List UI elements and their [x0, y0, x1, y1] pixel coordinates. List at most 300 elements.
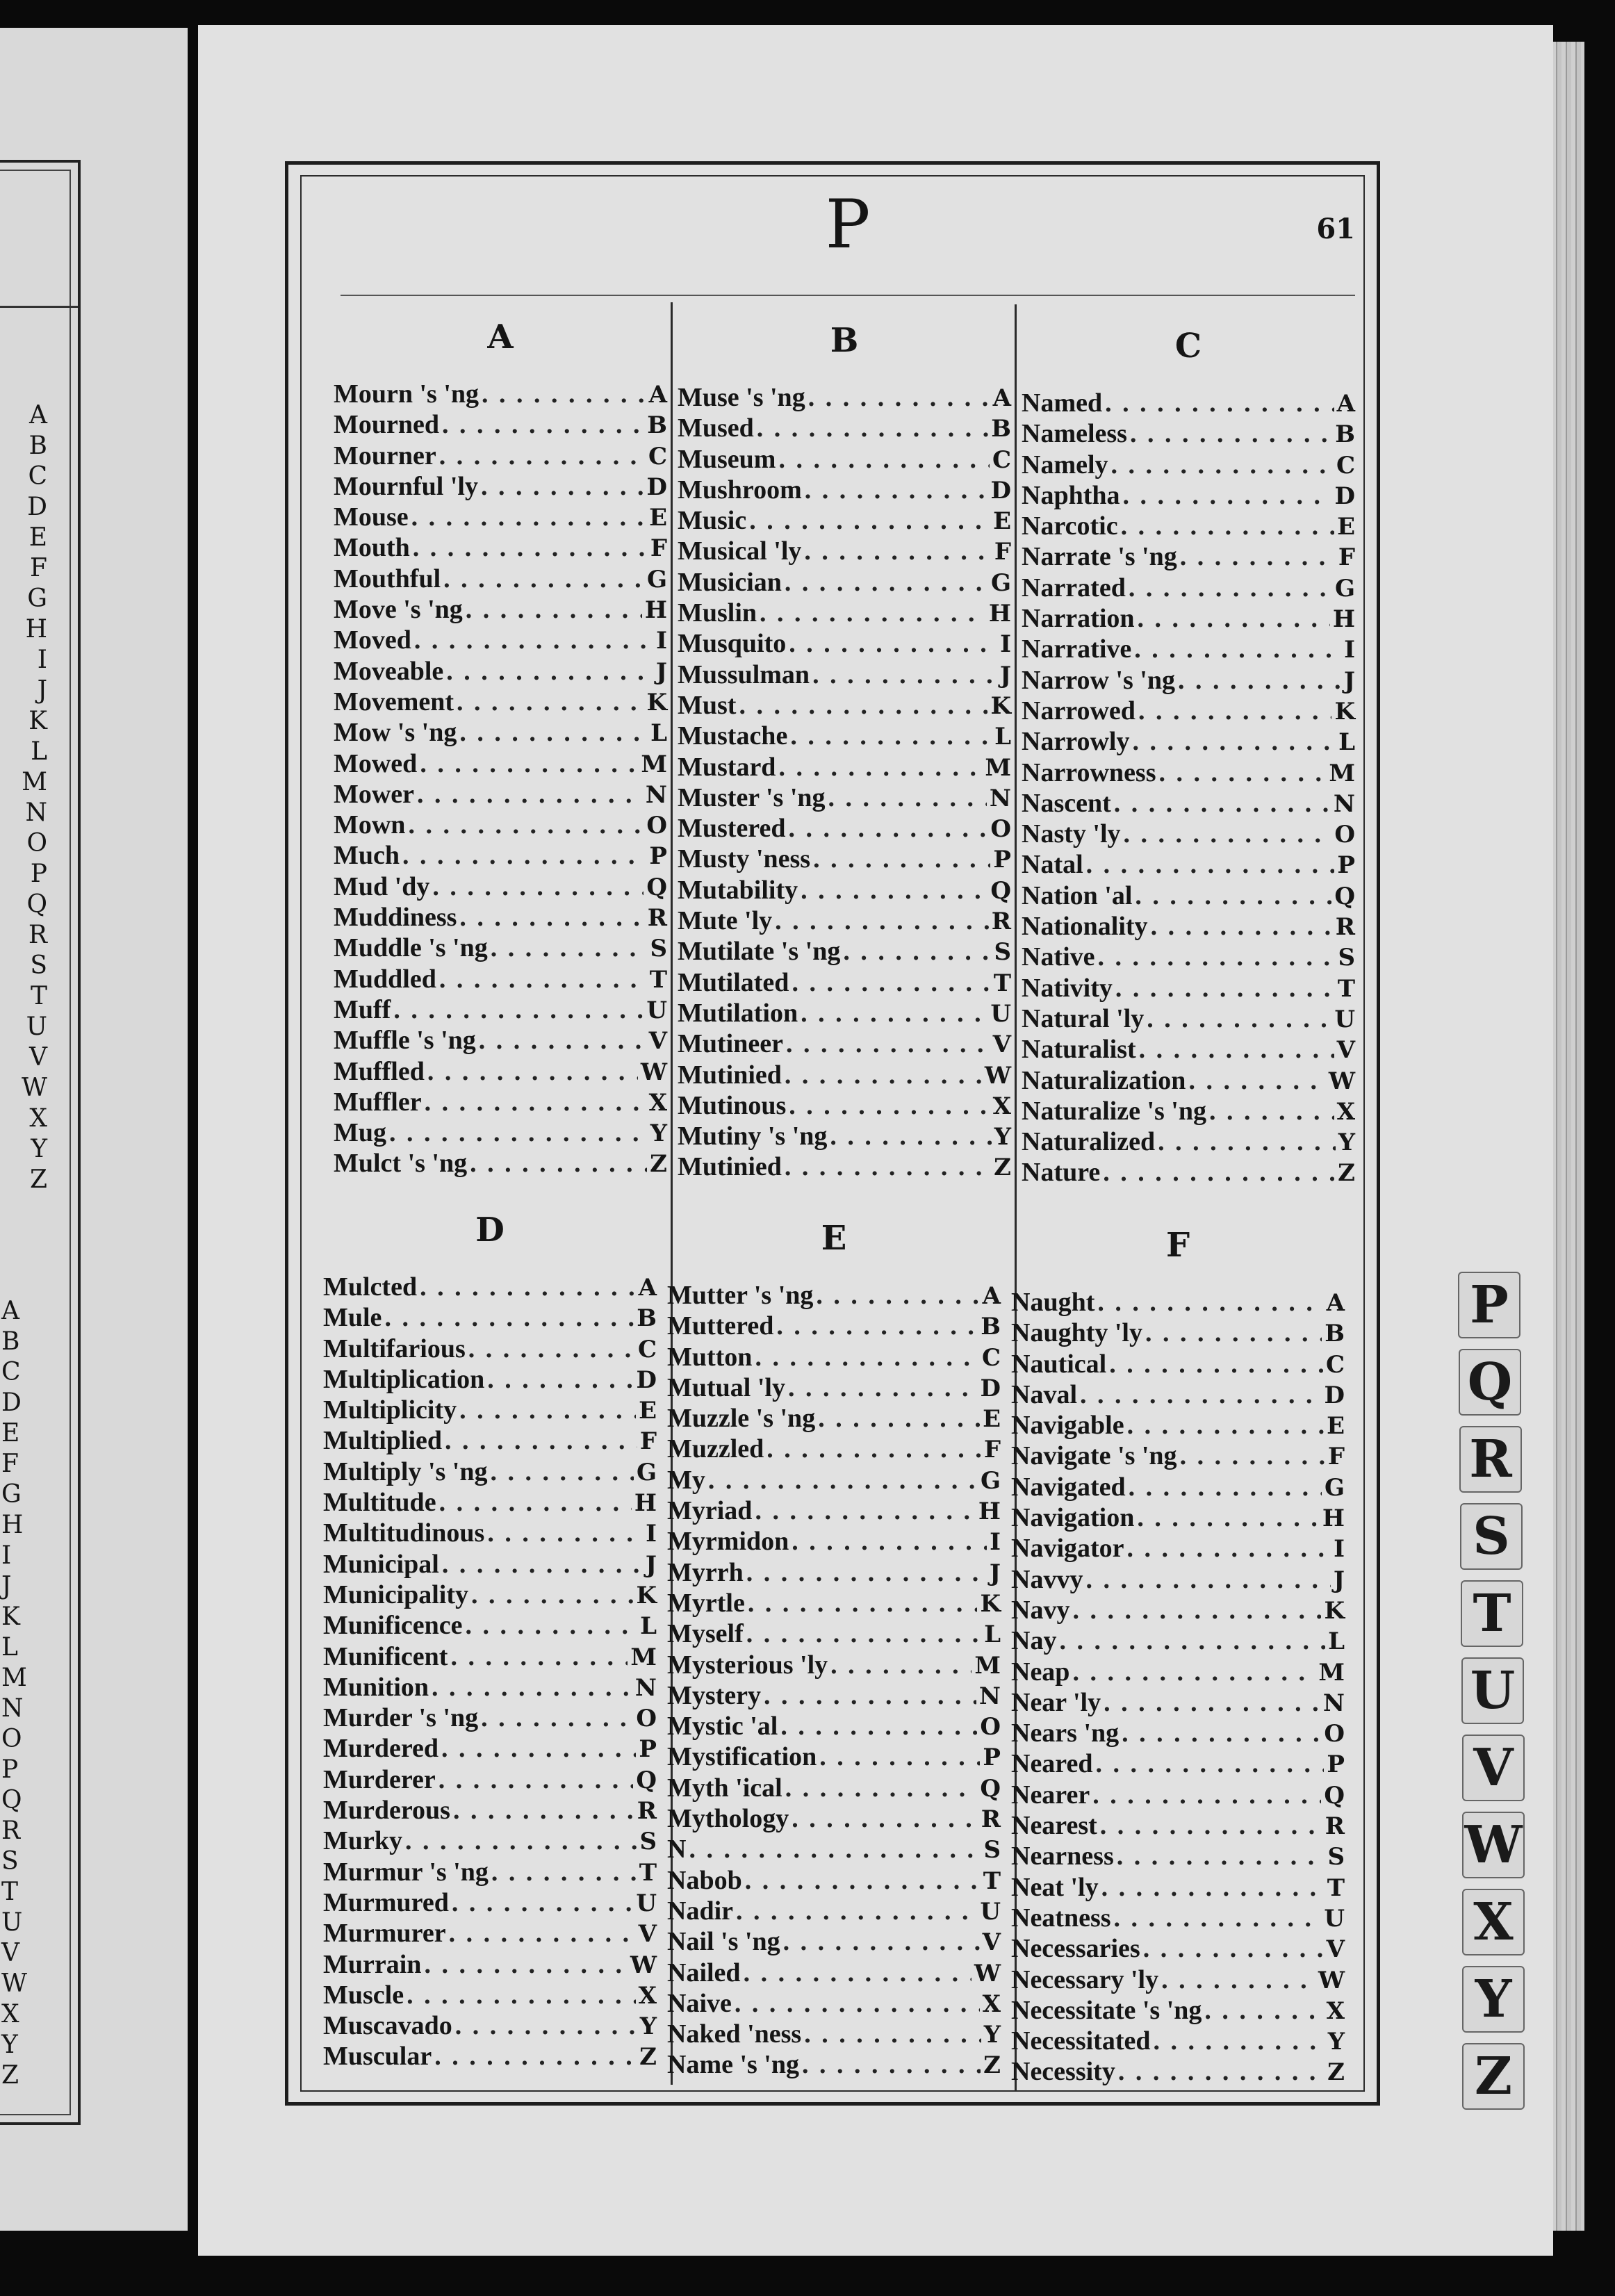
dot-leader [819, 1741, 980, 1772]
code-entry [323, 1641, 657, 1672]
code-section-d [323, 1209, 657, 2072]
entry-word: Muzzle 's 'ng [667, 1404, 816, 1434]
entry-code-letter: U [636, 1889, 657, 1917]
code-entry [1022, 757, 1355, 788]
entry-word: Mourner [334, 441, 436, 470]
thumb-tab-w[interactable]: W [1462, 1812, 1525, 1878]
entry-code-letter: X [638, 1981, 657, 2010]
entry-code-letter: N [645, 780, 667, 809]
entry-code-letter: D [1334, 482, 1355, 510]
code-entry [1022, 1157, 1355, 1188]
entry-word: Mystification [667, 1742, 817, 1772]
code-entry [1011, 1965, 1345, 1995]
dot-leader [805, 475, 988, 505]
entry-code-letter: L [1338, 728, 1355, 757]
dot-leader [1100, 1810, 1322, 1841]
entry-code-letter: R [637, 1797, 657, 1826]
entry-word: Mule [323, 1303, 382, 1333]
code-entry [1022, 541, 1355, 572]
dot-leader [1145, 1318, 1322, 1348]
left-page-letter: O [1, 1725, 22, 1753]
entry-code-letter: U [990, 999, 1011, 1028]
dot-leader [407, 1980, 636, 2010]
code-entry [323, 1334, 657, 1364]
dot-leader [487, 1364, 633, 1395]
entry-word: Mouth [334, 533, 410, 563]
code-entry [678, 721, 1011, 751]
code-entry [678, 536, 1011, 566]
entry-word: Narrowness [1022, 757, 1156, 787]
entry-word: Multifarious [323, 1334, 466, 1363]
code-entry [667, 1865, 1001, 1896]
entry-code-letter: O [1334, 821, 1355, 849]
left-page-letter: O [26, 829, 47, 858]
entry-code-letter: Y [983, 2021, 1001, 2049]
entry-word: Multiplication [323, 1364, 485, 1394]
left-page-letter: X [29, 1104, 47, 1133]
dot-leader [780, 1711, 977, 1741]
entry-word: Murdered [323, 1734, 439, 1764]
code-entry [678, 444, 1011, 475]
code-entry [678, 475, 1011, 505]
entry-code-letter: V [638, 1920, 657, 1949]
dot-leader [420, 1272, 636, 1302]
entry-word: Mutter 's 'ng [667, 1281, 814, 1310]
thumb-tab-v[interactable]: V [1462, 1735, 1525, 1801]
entry-word: Municipal [323, 1549, 439, 1579]
entry-code-letter: M [1318, 1658, 1345, 1687]
code-entry [1011, 1564, 1345, 1595]
entry-word: Muddiness [334, 903, 457, 933]
code-entry [334, 810, 667, 840]
code-entry [334, 441, 667, 471]
code-entry [1022, 480, 1355, 511]
code-entry [334, 594, 667, 625]
entry-code-letter: G [646, 565, 667, 593]
entry-word: Mutilate 's 'ng [678, 937, 841, 967]
entry-word: Murmur 's 'ng [323, 1857, 489, 1887]
entry-code-letter: D [1324, 1381, 1345, 1409]
code-entry [323, 1425, 657, 1456]
left-page-letter: S [1, 1847, 19, 1876]
code-entry [334, 532, 667, 563]
code-entry [1022, 849, 1355, 880]
entry-word: Muster 's 'ng [678, 782, 826, 812]
code-entry [334, 656, 667, 687]
thumb-tab-t[interactable]: T [1461, 1580, 1523, 1647]
left-page-letters-bottom [1, 1296, 29, 2091]
code-entry [323, 1918, 657, 1949]
entry-code-letter: K [980, 1589, 1001, 1618]
entry-code-letter: N [989, 784, 1011, 812]
dot-leader [788, 1372, 978, 1403]
code-entry [334, 840, 667, 871]
left-page-letter: I [1, 1541, 12, 1570]
code-entry [667, 1926, 1001, 1957]
code-entry [667, 1403, 1001, 1434]
code-entry [323, 1457, 657, 1487]
entry-code-letter: Z [650, 1150, 667, 1179]
code-entry [323, 1549, 657, 1580]
dot-leader [1178, 665, 1341, 696]
entry-code-letter: R [1325, 1812, 1345, 1841]
left-page-letter: A [1, 1297, 19, 1325]
entry-code-letter: S [983, 1836, 1001, 1864]
dot-leader [1059, 1625, 1325, 1656]
entry-code-letter: F [1338, 543, 1355, 572]
entry-word: Naive [667, 1988, 732, 2018]
entry-word: Mustard [678, 752, 776, 782]
entry-code-letter: L [994, 723, 1011, 751]
code-entry [334, 1025, 667, 1056]
entry-word: Naval [1011, 1379, 1077, 1409]
entry-code-letter: T [983, 1867, 1001, 1895]
entry-code-letter: G [1334, 574, 1355, 602]
entry-word: Myrtle [667, 1588, 745, 1618]
entry-code-letter: E [1337, 513, 1355, 541]
dot-leader [1124, 819, 1332, 849]
entry-word: Mutineer [678, 1029, 783, 1059]
thumb-tab-z[interactable]: Z [1462, 2043, 1525, 2110]
entry-word: Narrowed [1022, 696, 1136, 725]
dot-leader [432, 871, 643, 902]
entry-word: Mutual 'ly [667, 1372, 785, 1402]
entry-code-letter: P [1337, 851, 1355, 880]
entry-code-letter: W [640, 1058, 667, 1086]
dot-leader [1080, 1379, 1322, 1410]
entry-code-letter: P [639, 1735, 657, 1764]
entry-word: Mutinied [678, 1060, 782, 1090]
thumb-tab-s[interactable]: S [1460, 1503, 1523, 1570]
entry-word: Moved [334, 625, 411, 655]
entry-code-letter: B [991, 415, 1011, 443]
entry-word: Munificence [323, 1611, 463, 1641]
entry-code-letter: U [646, 996, 667, 1024]
dot-leader [439, 441, 646, 471]
entry-word: Muddled [334, 964, 436, 994]
code-entry [667, 1557, 1001, 1588]
dot-leader [445, 1425, 637, 1456]
entry-word: Mustache [678, 721, 788, 751]
entry-code-letter: I [990, 1528, 1001, 1557]
code-entry [667, 1988, 1001, 2019]
entry-code-letter: J [1333, 1566, 1345, 1594]
entry-word: Named [1022, 388, 1103, 418]
entry-word: Mow 's 'ng [334, 718, 457, 748]
dot-leader [452, 1887, 634, 1918]
code-entry [323, 1487, 657, 1518]
code-entry [1011, 1657, 1345, 1687]
dot-leader [1121, 511, 1335, 541]
dot-leader [1130, 418, 1332, 449]
dot-leader [1122, 1718, 1321, 1748]
dot-leader [1180, 541, 1336, 572]
thumb-tab-x[interactable]: X [1462, 1889, 1525, 1955]
left-page-letter: Z [29, 1165, 47, 1194]
entry-word: Narrate 's 'ng [1022, 542, 1177, 572]
entry-word: Mutiny 's 'ng [678, 1122, 828, 1151]
dot-leader [792, 1803, 978, 1834]
entry-code-letter: T [1327, 1873, 1345, 1902]
entry-code-letter: V [992, 1031, 1011, 1059]
code-entry [667, 1958, 1001, 1988]
entry-code-letter: V [648, 1027, 667, 1056]
entry-word: Nearest [1011, 1811, 1097, 1841]
dot-leader [739, 690, 987, 721]
dot-leader [1097, 1287, 1323, 1318]
entry-code-letter: H [1322, 1504, 1345, 1533]
entry-word: Navy [1011, 1595, 1070, 1625]
entry-word: Mourn 's 'ng [334, 379, 479, 409]
code-entry [1022, 819, 1355, 849]
dot-leader [481, 471, 644, 502]
entry-code-letter: V [1326, 1935, 1345, 1964]
entry-word: Muse 's 'ng [678, 383, 805, 412]
entry-word: Muffle 's 'ng [334, 1026, 476, 1056]
entry-word: Navigation [1011, 1503, 1135, 1533]
left-page-letter: M [1, 1664, 27, 1692]
code-entry [667, 1741, 1001, 1772]
entry-code-letter: P [649, 842, 667, 871]
code-entry [678, 813, 1011, 844]
dot-leader [818, 1403, 980, 1434]
entry-word: Naphtha [1022, 480, 1120, 510]
left-page-letter: Y [31, 1135, 47, 1163]
dot-leader [1180, 1441, 1325, 1471]
entry-word: Naturalize 's 'ng [1022, 1096, 1206, 1126]
entry-code-letter: C [648, 442, 667, 470]
section-heading: F [1165, 1226, 1190, 1265]
entry-code-letter: G [1324, 1473, 1345, 1502]
entry-word: Musician [678, 567, 782, 597]
entry-code-letter: D [980, 1374, 1001, 1402]
entry-code-letter: C [992, 445, 1011, 474]
entry-code-letter: O [636, 1705, 657, 1733]
dot-leader [1153, 2026, 1325, 2056]
thumb-tab-y[interactable]: Y [1462, 1966, 1525, 2033]
dot-leader [843, 936, 991, 967]
entry-code-letter: R [991, 908, 1011, 936]
entry-code-letter: F [983, 1436, 1001, 1464]
dot-leader [1098, 942, 1336, 972]
entry-code-letter: O [1324, 1720, 1345, 1748]
left-page-letter: J [37, 676, 47, 705]
entry-code-letter: F [994, 538, 1011, 566]
entry-word: Murderous [323, 1796, 450, 1826]
dot-leader [455, 2010, 637, 2041]
code-entry [1011, 1872, 1345, 1903]
entry-code-letter: O [990, 815, 1011, 844]
entry-word: Multitude [323, 1488, 436, 1518]
code-entry [1022, 1034, 1355, 1065]
dot-leader [413, 532, 648, 563]
code-entry [1022, 911, 1355, 942]
dot-leader [424, 1949, 627, 1980]
thumb-tab-r[interactable]: R [1459, 1426, 1522, 1493]
dot-leader [1086, 849, 1335, 880]
dot-leader [760, 598, 986, 628]
entry-word: Music [678, 506, 747, 536]
code-entry [1011, 1349, 1345, 1379]
dot-leader [804, 536, 991, 566]
entry-word: Mown [334, 810, 406, 840]
entry-code-letter: C [637, 1335, 657, 1363]
entry-code-letter: M [1329, 759, 1355, 787]
dot-leader [1137, 1502, 1320, 1533]
entry-code-letter: L [650, 719, 667, 748]
entry-word: Naked 'ness [667, 2019, 802, 2049]
entry-code-letter: J [1343, 666, 1355, 695]
code-entry [323, 1610, 657, 1641]
code-entry [323, 1949, 657, 1980]
entry-word: Near 'ly [1011, 1687, 1101, 1717]
dot-leader [1127, 1410, 1325, 1441]
entry-word: Mouthful [334, 564, 441, 593]
entry-word: Narcotic [1022, 511, 1118, 541]
entry-word: Mug [334, 1118, 386, 1148]
dot-leader [441, 1733, 636, 1764]
dot-leader [442, 1549, 643, 1580]
dot-leader [1159, 757, 1327, 788]
entry-code-letter: C [1336, 451, 1355, 479]
dot-leader [466, 1610, 638, 1641]
entry-word: Nation 'al [1022, 880, 1133, 910]
entry-code-letter: E [993, 507, 1011, 536]
dot-leader [1138, 696, 1332, 726]
entry-code-letter: O [646, 812, 667, 840]
code-entry [667, 1280, 1001, 1311]
dot-leader [459, 902, 644, 933]
entry-code-letter: M [641, 750, 667, 778]
left-page-letter: G [27, 584, 47, 613]
entry-word: Naturalist [1022, 1035, 1136, 1065]
dot-leader [384, 1302, 634, 1333]
entry-word: Nasty 'ly [1022, 819, 1121, 849]
entry-code-letter: T [649, 965, 667, 994]
dot-leader [1123, 480, 1332, 511]
code-entry [1011, 1718, 1345, 1748]
code-entry [323, 1518, 657, 1548]
dot-leader [785, 1151, 991, 1182]
entry-code-letter: Y [650, 1120, 667, 1148]
left-page-letter: E [28, 523, 47, 552]
entry-code-letter: S [1338, 944, 1355, 972]
dot-leader [450, 1641, 628, 1672]
code-entry [1022, 634, 1355, 664]
code-entry [334, 871, 667, 902]
entry-word: Mournful 'ly [334, 471, 478, 501]
dot-leader [439, 1487, 632, 1518]
code-entry [1022, 511, 1355, 541]
code-entry [667, 1495, 1001, 1526]
entry-word: Mused [678, 413, 754, 443]
code-entry [334, 1087, 667, 1117]
code-entry [334, 964, 667, 994]
entry-word: Myrmidon [667, 1527, 789, 1557]
dot-leader [785, 567, 988, 598]
entry-code-letter: E [649, 504, 667, 532]
code-section-f [1011, 1224, 1345, 2088]
code-section-a [334, 316, 667, 1179]
entry-word: Must [678, 690, 737, 720]
code-entry [334, 625, 667, 655]
dot-leader [468, 1334, 635, 1364]
code-entry [667, 1588, 1001, 1618]
code-entry [667, 1803, 1001, 1834]
entry-word: Muffler [334, 1087, 422, 1117]
code-entry [1022, 696, 1355, 726]
dot-leader [405, 1826, 637, 1856]
left-page-letter: B [1, 1327, 20, 1356]
entry-code-letter: U [1334, 1005, 1355, 1033]
entry-code-letter: I [656, 627, 667, 655]
dot-leader [470, 1148, 647, 1179]
entry-word: Namely [1022, 450, 1108, 479]
code-entry [667, 2049, 1001, 2080]
dot-leader [1147, 1003, 1331, 1034]
entry-code-letter: G [636, 1458, 657, 1486]
dot-leader [735, 1988, 980, 2019]
entry-word: Muzzled [667, 1434, 764, 1464]
left-page-letter: Q [26, 890, 47, 919]
entry-word: Mussulman [678, 659, 810, 689]
entry-code-letter: L [640, 1612, 657, 1641]
left-page-letter: N [1, 1694, 24, 1723]
entry-word: Munificent [323, 1641, 448, 1671]
dot-leader [708, 1465, 978, 1495]
dot-leader [1127, 1533, 1331, 1564]
entry-code-letter: U [980, 1897, 1001, 1926]
thumb-tab-q[interactable]: Q [1459, 1349, 1521, 1416]
entry-word: Murmured [323, 1887, 449, 1917]
code-entry [678, 998, 1011, 1028]
dot-leader [785, 1060, 982, 1090]
dot-leader [744, 1958, 972, 1988]
dot-leader [812, 659, 997, 690]
dot-leader [1129, 573, 1332, 603]
thumb-tab-p[interactable]: P [1458, 1272, 1520, 1338]
left-page-letter: U [1, 1908, 23, 1937]
dot-leader [491, 1857, 637, 1887]
thumb-tab-u[interactable]: U [1461, 1657, 1524, 1724]
entry-code-letter: W [984, 1061, 1011, 1090]
code-entry [1011, 2056, 1345, 2087]
entry-word: Narration [1022, 604, 1135, 634]
entry-code-letter: Y [1327, 2028, 1345, 2056]
left-page-letter: T [30, 982, 47, 1010]
dot-leader [808, 382, 990, 413]
entry-word: Mystic 'al [667, 1712, 778, 1741]
entry-code-letter: B [1335, 420, 1355, 449]
code-entry [678, 659, 1011, 690]
dot-leader [804, 2019, 981, 2049]
code-entry [334, 471, 667, 502]
code-entry [334, 902, 667, 933]
entry-code-letter: Y [994, 1123, 1011, 1151]
entry-word: Nail 's 'ng [667, 1927, 780, 1957]
entry-word: Mythology [667, 1804, 789, 1834]
code-entry [667, 1434, 1001, 1464]
dot-leader [1104, 1687, 1320, 1718]
dot-leader [459, 1395, 636, 1425]
code-entry [334, 564, 667, 594]
code-entry [678, 505, 1011, 536]
code-entry [1011, 1533, 1345, 1564]
entry-code-letter: X [1326, 1996, 1345, 2025]
code-entry [1011, 1595, 1345, 1625]
entry-code-letter: S [994, 938, 1011, 967]
entry-code-letter: X [992, 1092, 1011, 1120]
